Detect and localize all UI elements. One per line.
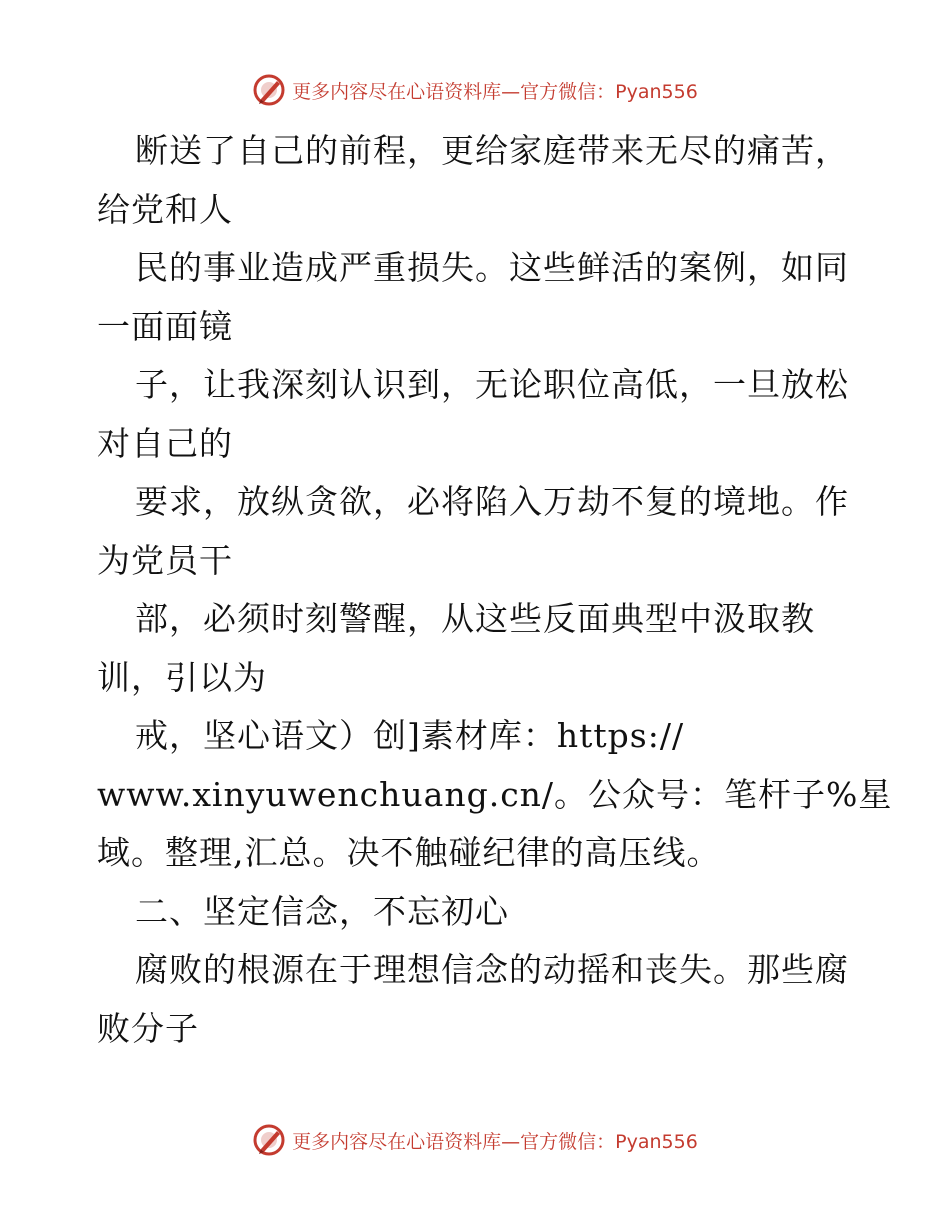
header-banner [0,70,950,110]
text-line: 子，让我深刻认识到，无论职位高低，一旦放松 [135,365,849,404]
header-banner-text: 更多内容尽在心语资料库—官方微信：Pyan556 [292,80,698,103]
text-line: 断送了自己的前程，更给家庭带来无尽的痛苦， [135,131,849,170]
footer-banner [0,1120,950,1160]
pen-logo-icon [252,1123,286,1157]
text-line: 戒，坚心语文）创]素材库：https:// [135,716,685,755]
text-line: 对自己的 [97,423,233,463]
text-line: 腐败的根源在于理想信念的动摇和丧失。那些腐 [135,950,849,989]
text-line: 训，引以为 [97,657,267,697]
text-line: www.xinyuwenchuang.cn/。公众号：笔杆子%星 [97,774,893,814]
text-line: 败分子 [97,1008,199,1048]
text-line: 一面面镜 [97,306,233,346]
pen-logo-icon [252,73,286,107]
footer-banner-text: 更多内容尽在心语资料库—官方微信：Pyan556 [292,1130,698,1153]
text-line: 域。整理,汇总。决不触碰纪律的高压线。 [97,833,721,872]
text-line: 为党员干 [97,540,233,580]
text-line: 民的事业造成严重损失。这些鲜活的案例，如同 [135,248,849,287]
text-line: 要求，放纵贪欲，必将陷入万劫不复的境地。作 [135,482,849,521]
text-line: 二、坚定信念，不忘初心 [135,891,509,931]
text-line: 部，必须时刻警醒，从这些反面典型中汲取教 [135,599,815,638]
document-body [97,122,893,1058]
text-line: 给党和人 [97,189,233,229]
